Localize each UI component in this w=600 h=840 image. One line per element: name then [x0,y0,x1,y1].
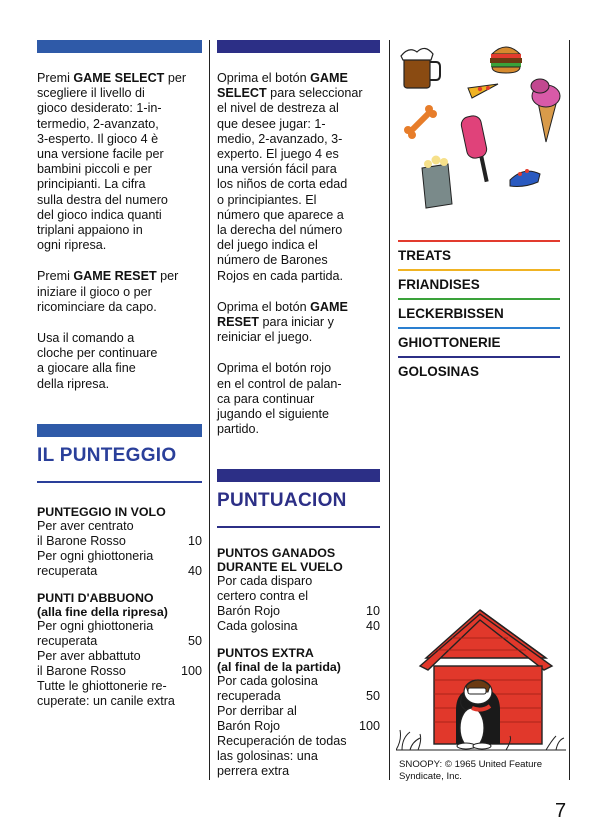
game-select-label: GAME SELECT [73,71,165,85]
italian-column [37,40,202,709]
copyright-credit: SNOOPY: © 1965 United Feature Syndicate, Inc. [399,759,543,782]
treats-illustration [396,40,566,210]
blue-band [217,469,380,482]
bone-icon [404,105,437,139]
blue-band [37,40,202,53]
pizza-slice-icon [468,84,498,98]
game-reset-label: GAME RESET [217,299,348,330]
italian-flight-title: PUNTEGGIO IN VOLO [37,504,166,519]
blue-band [37,424,202,437]
spanish-bonus-note: Recuperación de todas las golosinas: una perrera extra [217,734,347,779]
score-row: Cada golosina 40 [217,619,380,634]
ice-cream-cone-icon [531,79,560,142]
spanish-bonus-title: PUNTOS EXTRA (al final de la partida) [217,646,341,675]
treat-label: LECKERBISSEN [398,306,504,321]
score-row: Per ogni ghiottoneria recuperata 50 [37,618,202,648]
italian-bonus-title: PUNTI D'ABBUONO (alla fine della ripresa) [37,590,168,619]
score-row: Per aver abbattuto il Barone Rosso 100 [37,648,202,678]
blue-band [217,40,380,53]
spanish-reset-paragraph: Oprima el botón GAME RESET para iniciar y reiniciar el juego. [217,299,348,345]
score-row: Por cada disparo certero contra el Barón Rojo 10 [217,574,380,619]
game-select-label: GAME SELECT [217,71,348,101]
spanish-select-paragraph: Oprima el botón GAME SELECT para seleccionar el nivel de destreza al que desee jugar: 1- medio, 2-avanzado, 3- experto. El juego 4 es una versión fácil para los niños de corta edad o principiantes. El número que aparece a la derecha del número del juego indica el número de Barones Rojos en cada partida. [217,71,363,283]
spanish-score-heading: PUNTUACION [217,490,347,512]
popsicle-icon [460,114,489,182]
column-divider [389,40,390,780]
page-number: 7 [555,800,567,822]
italian-bonus-note: Tutte le ghiottonerie re- cuperate: un canile extra [37,678,175,708]
treats-word-list [398,240,560,385]
italian-select-paragraph: Premi GAME SELECT per scegliere il livello di gioco desiderato: 1-in- termedio, 2-avanzato, 3-esperto. Il gioco 4 è una versione facile per bambini piccoli e per principianti. La cifra sulla destra del numero del gioco indica quanti triplani appaiono in ogni ripresa. [37,71,187,253]
spanish-flight-title: PUNTOS GANADOS DURANTE EL VUELO [217,546,343,575]
column-divider [209,40,210,780]
score-row: Por cada golosina recuperada 50 [217,674,380,704]
italian-joystick-paragraph: Usa il comando a cloche per continuare a giocare alla fine della ripresa. [37,331,158,391]
spanish-red-button-paragraph: Oprima el botón rojo en el control de palan- ca para continuar jugando el siguiente partido. [217,361,342,437]
treat-label: FRIANDISES [398,277,480,292]
treat-label: GHIOTTONERIE [398,335,501,350]
hamburger-icon [490,47,522,73]
score-row: Per ogni ghiottoneria recuperata 40 [37,548,202,578]
column-divider [569,40,570,780]
mug-of-root-beer-icon [401,48,440,88]
italian-reset-paragraph: Premi GAME RESET per iniziare il gioco o per ricominciare da capo. [37,269,179,314]
italian-score-heading: IL PUNTEGGIO [37,444,177,466]
game-reset-label: GAME RESET [73,269,157,284]
treat-label: GOLOSINAS [398,364,480,379]
popcorn-bag-icon [422,156,452,209]
score-row: Per aver centrato il Barone Rosso 10 [37,518,202,548]
spanish-column [217,40,380,779]
treat-label: TREATS [398,248,451,263]
snoopy-on-red-doghouse-illustration [396,600,566,755]
score-row: Por derribar al Barón Rojo 100 [217,704,380,734]
dog-food-bowl-icon [510,169,540,187]
